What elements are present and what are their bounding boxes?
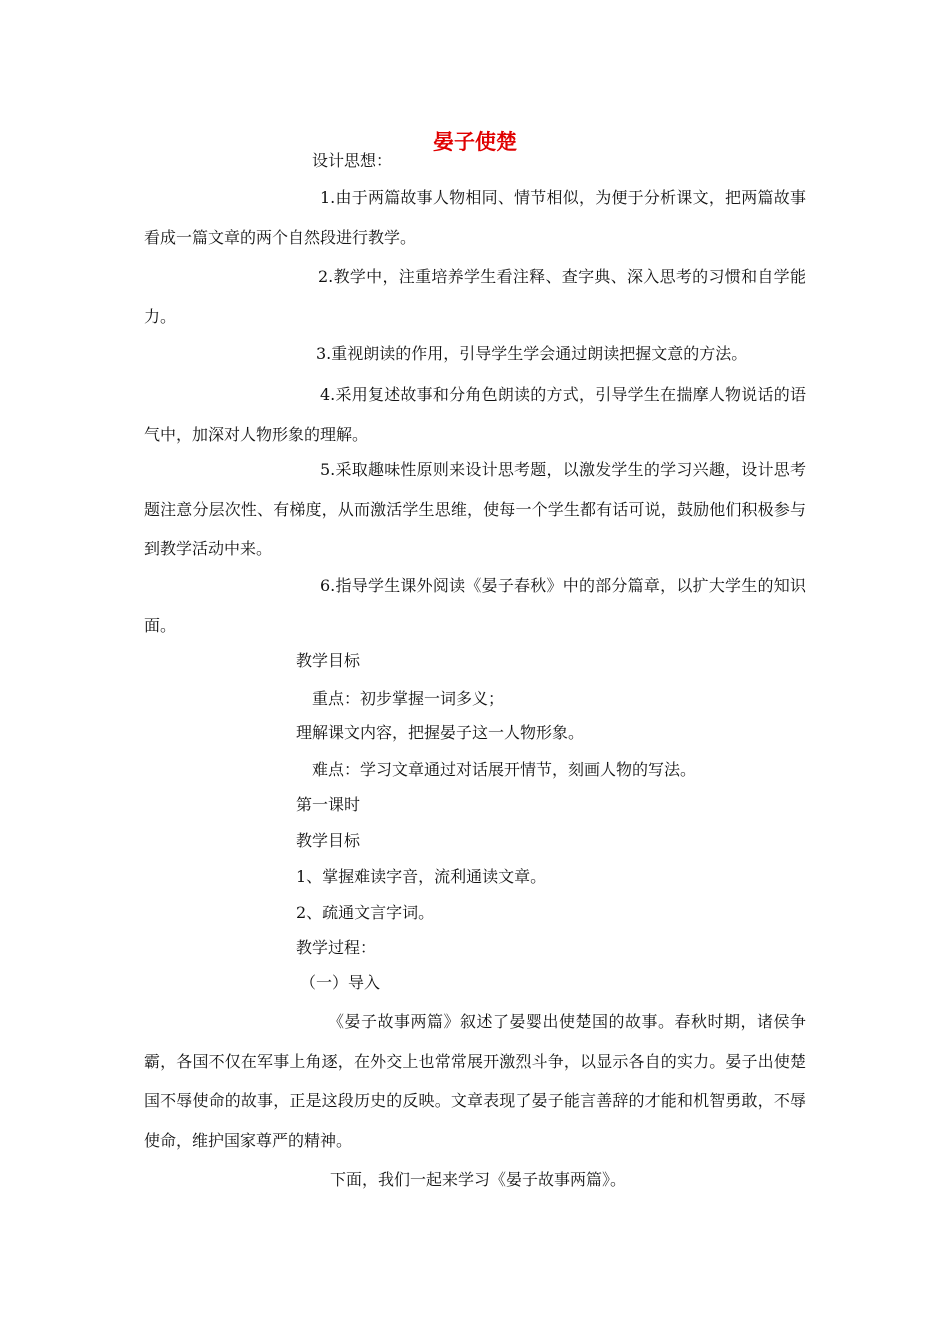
intro-heading: （一）导入 [300,973,381,992]
key-point-detail: 理解课文内容，把握晏子这一人物形象。 [296,723,585,742]
lesson-goal-1: 1、掌握难读字音，流利通读文章。 [296,867,547,886]
design-point-1: 1.由于两篇故事人物相同、情节相似，为便于分析课文，把两篇故事看成一篇文章的两个自然段进行教学。 [144,188,806,247]
design-point-2: 2.教学中，注重培养学生看注释、查字典、深入思考的习惯和自学能力。 [144,267,806,326]
design-heading: 设计思想： [312,151,393,170]
intro-paragraph: 《晏子故事两篇》叙述了晏婴出使楚国的故事。春秋时期，诸侯争霸，各国不仅在军事上角逐，在外交上也常常展开激烈斗争，以显示各自的实力。晏子出使楚国不辱使命的故事，正是这段历史的反映。文章表现了晏子能言善辞的才能和机智勇敢，不辱使命，维护国家尊严的精神。 [144,1012,806,1150]
design-point-6: 6.指导学生课外阅读《晏子春秋》中的部分篇章，以扩大学生的知识面。 [144,576,806,635]
lesson-goal-2: 2、疏通文言字词。 [296,903,435,922]
page-title: 晏子使楚 [433,130,517,154]
process-heading: 教学过程： [296,938,377,957]
difficulty: 难点：学习文章通过对话展开情节，刻画人物的写法。 [312,760,697,779]
design-point-3: 3.重视朗读的作用，引导学生学会通过朗读把握文意的方法。 [316,344,748,363]
lesson-one-heading: 第一课时 [296,795,361,814]
goals-heading: 教学目标 [296,651,361,670]
key-point: 重点：初步掌握一词多义； [312,689,505,708]
lesson-goals-heading: 教学目标 [296,831,361,850]
design-point-5: 5.采取趣味性原则来设计思考题，以激发学生的学习兴趣，设计思考题注意分层次性、有梯度，从而激活学生思维，使每一个学生都有话可说，鼓励他们积极参与到教学活动中来。 [144,460,806,558]
design-point-4: 4.采用复述故事和分角色朗读的方式，引导学生在揣摩人物说话的语气中，加深对人物形象的理解。 [144,385,806,444]
closing-line: 下面，我们一起来学习《晏子故事两篇》。 [330,1170,627,1189]
